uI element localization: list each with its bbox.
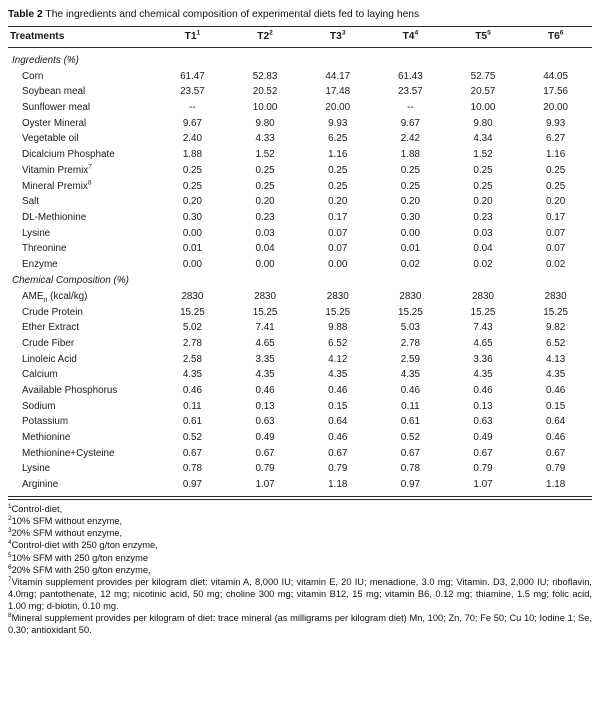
table-cell-value: 15.25 [252,306,278,318]
row-label-text: Methionine [22,432,71,444]
row-label-text: Enzyme [22,258,58,270]
footnote [8,515,592,527]
table-cell-value: 0.00 [182,227,203,239]
table-cell-value: 1.52 [255,149,275,161]
row-label-text: AME [22,290,44,302]
table-cell-value: 52.75 [470,70,496,82]
section-heading-spacer [156,272,592,288]
table-cell-value: 5.02 [182,322,203,334]
table-cell-value: 0.20 [182,196,203,208]
table-row [8,225,592,241]
footnote-marker: 5 [8,551,12,559]
table-cell-value: 20.57 [470,86,496,98]
footnote-marker: 1 [8,503,12,511]
table-cell-value: 0.61 [400,416,420,428]
row-label-tail: (kcal/kg) [47,290,88,302]
table-cell-value: 4.65 [255,337,275,349]
table-caption-label: Table 2 [8,9,43,20]
table-cell-value: 0.23 [473,211,493,223]
table-cell-value: 0.07 [328,227,348,239]
row-label-text: DL-Methionine [22,211,87,223]
column-header-t6 [519,27,592,48]
row-label-text: Sodium [22,400,56,412]
row-label [8,351,156,367]
table-cell-value: 0.00 [328,258,348,270]
table-cell-value: 2.78 [400,337,420,349]
table-header-row [8,27,592,48]
table-cell-value: -- [407,102,414,114]
table-row [8,445,592,461]
column-header-t5-sup: 5 [487,29,491,37]
column-header-t5 [447,27,520,48]
table-cell-value: 4.35 [400,369,420,381]
table-cell-value: 9.80 [473,117,493,129]
row-label-text: Arginine [22,479,59,491]
table-row [8,162,592,178]
table-cell-value: 0.97 [400,479,420,491]
table-cell-value: 0.20 [328,196,348,208]
column-header-t1-sup: 1 [196,29,201,37]
table-cell-value: 0.17 [328,211,348,223]
column-header-t2-label: T2 [257,31,270,42]
row-label-text: Sunflower meal [22,102,91,114]
row-label [8,241,156,257]
table-cell-value: 0.13 [255,400,275,412]
table-bottom-rule [8,496,592,500]
table-cell-value: 9.93 [328,117,348,129]
table-cell-value: 20.52 [252,86,278,98]
table-cell-value: 0.13 [473,400,493,412]
table-cell-value: 0.25 [546,164,566,176]
row-label [8,367,156,383]
table-cell-value: 1.16 [328,149,348,161]
table-cell-value: 0.46 [546,432,566,444]
table-cell-value: 0.02 [400,258,420,270]
footnote [8,527,592,539]
row-label-superscript: 7 [88,163,92,171]
table-row [8,430,592,446]
table-cell-value: 0.20 [255,196,275,208]
table-cell-value: 15.25 [180,306,205,318]
table-cell-value: 0.07 [328,243,348,255]
row-label-text: Mineral Premix [22,180,88,192]
table-cell-value: 1.88 [400,149,420,161]
row-label-text: Potassium [22,416,69,428]
table-cell-value: 0.11 [183,400,202,412]
table-cell-value: 0.67 [328,447,348,459]
row-label-text: Ether Extract [22,322,80,334]
column-header-t2-sup: 2 [269,29,273,37]
footnote-text: Mineral supplement provides per kilogram of diet: trace mineral (as milligrams per kilogram diet) Mn, 100; Zn, 70; Fe 50; Cu 10; Iodine 1; Se, 0.30; antioxidant 50. [8,613,592,636]
footnote-text: 10% SFM with 250 g/ton enzyme [11,552,148,563]
table-cell-value: 4.65 [473,337,493,349]
table-cell-value: 1.16 [546,149,566,161]
table-cell-value: 0.46 [328,385,348,397]
table-cell-value: 0.00 [400,227,420,239]
table-row [8,209,592,225]
footnote [8,539,592,551]
table-cell-value: 15.25 [397,306,423,318]
table-cell-value: 10.00 [252,102,278,114]
footnote-text: 20% SFM without enzyme, [11,528,123,539]
table-cell-value: 4.34 [473,133,493,145]
table-cell-value: 0.30 [400,211,420,223]
footnote [8,503,592,515]
footnote [8,552,592,564]
table-cell-value: 6.27 [546,133,566,145]
table-cell-value: 0.79 [546,463,566,475]
column-header-treatments: Treatments [8,27,156,48]
table-cell-value: 4.12 [328,353,348,365]
table-cell-value: 0.78 [182,463,203,475]
diet-composition-table [8,26,592,496]
footnote [8,576,592,612]
table-row [8,367,592,383]
row-label-text: Vegetable oil [22,133,79,145]
table-cell-value: 44.17 [325,70,351,82]
table-cell-value: 1.88 [182,149,203,161]
row-label [8,304,156,320]
row-label [8,209,156,225]
table-cell-value: 44.05 [543,70,569,82]
table-cell-value: -- [189,102,196,114]
table-cell-value: 23.57 [180,86,205,98]
table-cell-value: 2830 [326,290,349,302]
table-cell-value: 0.25 [473,180,493,192]
table-cell-value: 2.58 [182,353,203,365]
table-cell-value: 0.67 [255,447,275,459]
table-cell-value: 0.64 [546,416,566,428]
table-cell-value: 0.79 [328,463,348,475]
table-cell-value: 0.63 [473,416,493,428]
table-cell-value: 0.49 [473,432,493,444]
table-cell-value: 2830 [544,290,567,302]
table-cell-value: 0.63 [255,416,275,428]
table-cell-value: 4.35 [473,369,493,381]
table-cell-value: 23.57 [397,86,423,98]
column-header-t3 [301,27,374,48]
column-header-t1 [156,27,229,48]
table-cell-value: 0.97 [182,479,203,491]
table-cell-value: 6.25 [328,133,348,145]
table-cell-value: 0.52 [400,432,420,444]
row-label [8,414,156,430]
table-cell-value: 2.42 [400,133,420,145]
row-label-text: Lysine [22,463,51,475]
footnote-text: Vitamin supplement provides per kilogram diet: vitamin A, 8,000 IU; vitamin E, 20 IU; menadione, 3.0 mg; Vitamin. D3, 2,000 IU; riboflavin, 4.0mg; pantothenate, 12 mg; nicotinic acid, 50 mg; choline 300 mg; vitamin B12, 15 mg; vitamin B6, 0.12 mg; thiamine, 1.5 mg; folic acid, 1.00 mg; d-biotin, 0.10 mg. [8,576,592,611]
table-cell-value: 0.20 [546,196,566,208]
table-cell-value: 4.33 [255,133,275,145]
column-header-t2 [229,27,302,48]
table-cell-value: 2830 [399,290,422,302]
column-header-t1-label: T1 [184,31,197,42]
table-cell-value: 6.52 [546,337,566,349]
table-row [8,383,592,399]
table-cell-value: 0.25 [546,180,566,192]
footnote-marker: 7 [8,575,12,583]
table-cell-value: 2830 [472,290,494,302]
table-row [8,304,592,320]
table-cell-value: 61.47 [180,70,205,82]
table-cell-value: 0.17 [546,211,566,223]
row-label-subscript: n [43,294,48,304]
table-cell-value: 4.35 [328,369,348,381]
table-body [8,48,592,497]
row-label [8,84,156,100]
table-row [8,147,592,163]
table-cell-value: 0.46 [328,432,348,444]
table-cell-value: 3.35 [255,353,275,365]
table-cell-value: 9.67 [182,117,203,129]
column-header-t6-sup: 6 [559,29,564,37]
table-cell-value: 0.01 [400,243,420,255]
table-caption-text: The ingredients and chemical composition of experimental diets fed to laying hens [45,9,420,20]
table-row [8,398,592,414]
row-label [8,477,156,496]
footnote-text: 10% SFM without enzyme, [11,516,123,527]
row-label [8,68,156,84]
row-label [8,147,156,163]
table-caption [8,6,592,26]
row-label-text: Calcium [22,369,58,381]
table-cell-value: 0.15 [328,400,348,412]
table-cell-value: 0.07 [546,243,566,255]
table-row [8,289,592,305]
column-header-t3-sup: 3 [341,29,346,37]
table-cell-value: 3.36 [473,353,493,365]
table-cell-value: 17.48 [325,86,351,98]
table-row [8,320,592,336]
table-cell-value: 9.88 [328,322,348,334]
table-footnotes [8,503,592,636]
table-cell-value: 0.02 [546,258,566,270]
table-cell-value: 0.03 [473,227,493,239]
table-cell-value: 0.25 [400,180,420,192]
table-cell-value: 15.25 [470,306,496,318]
table-cell-value: 0.00 [255,258,275,270]
table-cell-value: 4.35 [546,369,566,381]
table-cell-value: 1.07 [473,479,493,491]
table-cell-value: 0.67 [400,447,420,459]
footnote [8,612,592,636]
row-label [8,162,156,178]
column-header-t4 [374,27,447,48]
table-cell-value: 15.25 [543,306,569,318]
row-label [8,445,156,461]
footnote-marker: 2 [8,515,12,523]
table-cell-value: 0.67 [546,447,566,459]
table-cell-value: 0.46 [182,385,203,397]
table-cell-value: 0.25 [182,180,203,192]
table-cell-value: 2.59 [400,353,420,365]
table-cell-value: 4.35 [182,369,203,381]
table-cell-value: 0.15 [546,400,566,412]
row-label [8,398,156,414]
table-cell-value: 0.64 [328,416,348,428]
table-row [8,178,592,194]
section-heading-row [8,48,592,69]
table-cell-value: 0.46 [400,385,420,397]
row-label-text: Linoleic Acid [22,353,77,365]
footnote-marker: 8 [8,611,12,619]
column-header-t4-sup: 4 [414,29,419,37]
table-cell-value: 4.35 [255,369,275,381]
table-cell-value: 9.67 [400,117,420,129]
table-cell-value: 0.25 [182,164,203,176]
table-row [8,414,592,430]
section-heading-row [8,272,592,288]
table-row [8,131,592,147]
footnote-marker: 4 [8,539,12,547]
table-cell-value: 7.41 [255,322,275,334]
row-label [8,461,156,477]
footnote-marker: 6 [8,563,12,571]
row-label [8,257,156,273]
table-cell-value: 61.43 [397,70,423,82]
table-cell-value: 0.30 [182,211,203,223]
table-cell-value: 52.83 [252,70,278,82]
column-header-t4-label: T4 [402,31,415,42]
row-label [8,178,156,194]
table-cell-value: 0.25 [328,180,348,192]
table-cell-value: 0.52 [182,432,203,444]
table-cell-value: 4.13 [546,353,566,365]
row-label-text: Salt [22,196,40,208]
table-cell-value: 20.00 [543,102,569,114]
row-label-text: Crude Fiber [22,337,75,349]
table-cell-value: 5.03 [400,322,420,334]
row-label [8,131,156,147]
table-cell-value: 10.00 [470,102,496,114]
table-row [8,257,592,273]
row-label [8,383,156,399]
table-cell-value: 0.04 [473,243,493,255]
table-cell-value: 0.25 [255,180,275,192]
column-header-t6-label: T6 [547,31,560,42]
table-cell-value: 0.07 [546,227,566,239]
row-label-text: Lysine [22,227,51,239]
table-cell-value: 0.00 [182,258,203,270]
table-cell-value: 0.46 [546,385,566,397]
row-label-text: Available Phosphorus [22,385,118,397]
table-cell-value: 0.03 [255,227,275,239]
table-cell-value: 0.25 [473,164,493,176]
table-row [8,461,592,477]
table-row [8,68,592,84]
table-cell-value: 0.46 [255,385,275,397]
table-cell-value: 0.78 [400,463,420,475]
table-cell-value: 7.43 [473,322,493,334]
footnote-text: 20% SFM with 250 g/ton enzyme, [11,564,151,575]
table-cell-value: 6.52 [328,337,348,349]
footnote [8,564,592,576]
table-row [8,84,592,100]
table-row [8,100,592,116]
table-row [8,194,592,210]
row-label [8,194,156,210]
table-cell-value: 0.46 [473,385,493,397]
table-row [8,115,592,131]
row-label-text: Dicalcium Phosphate [22,149,115,161]
table-cell-value: 0.61 [182,416,203,428]
footnote-marker: 3 [8,527,12,535]
table-cell-value: 0.67 [473,447,493,459]
table-cell-value: 2.40 [182,133,203,145]
row-label-superscript: 8 [87,179,92,187]
section-heading-spacer [156,48,592,69]
table-cell-value: 9.93 [546,117,566,129]
table-cell-value: 0.01 [182,243,203,255]
row-label [8,225,156,241]
table-cell-value: 0.67 [182,447,203,459]
table-cell-value: 1.18 [328,479,348,491]
table-cell-value: 0.20 [400,196,420,208]
table-cell-value: 0.25 [400,164,420,176]
row-label [8,336,156,352]
table-cell-value: 9.82 [546,322,566,334]
table-header [8,27,592,48]
row-label-text: Corn [22,70,44,82]
row-label-text: Methionine+Cysteine [22,447,115,459]
table-cell-value: 1.52 [473,149,493,161]
table-cell-value: 2830 [254,290,277,302]
footnote-text: Control-diet with 250 g/ton enzyme, [11,540,158,551]
table-cell-value: 20.00 [325,102,351,114]
table-cell-value: 2830 [181,290,204,302]
row-label [8,320,156,336]
table-cell-value: 0.25 [328,164,348,176]
table-cell-value: 17.56 [543,86,569,98]
table-row [8,336,592,352]
row-label [8,115,156,131]
table-cell-value: 0.04 [255,243,275,255]
table-row [8,351,592,367]
row-label-text: Crude Protein [22,306,83,318]
table-cell-value: 0.79 [473,463,493,475]
section-heading-label: Chemical Composition (%) [12,275,129,287]
column-header-t3-label: T3 [329,31,342,42]
section-heading-label: Ingredients (%) [12,55,79,66]
table-cell-value: 0.11 [401,400,420,412]
table-cell-value: 0.49 [255,432,275,444]
table-cell-value: 0.20 [473,196,493,208]
row-label-text: Soybean meal [22,86,86,98]
footnote-text: Control-diet, [11,504,63,515]
table-row [8,477,592,496]
table-cell-value: 9.80 [255,117,275,129]
row-label-text: Threonine [22,243,67,255]
table-cell-value: 1.18 [546,479,566,491]
table-row [8,241,592,257]
table-cell-value: 15.25 [325,306,351,318]
table-cell-value: 0.25 [255,164,275,176]
row-label-text: Vitamin Premix [22,164,89,176]
row-label [8,430,156,446]
table-cell-value: 0.23 [255,211,275,223]
table-cell-value: 0.02 [473,258,493,270]
row-label [8,289,156,305]
row-label [8,100,156,116]
row-label-text: Oyster Mineral [22,117,87,129]
table-cell-value: 2.78 [182,337,203,349]
table-cell-value: 0.79 [255,463,275,475]
table-cell-value: 1.07 [255,479,275,491]
column-header-t5-label: T5 [475,31,488,42]
